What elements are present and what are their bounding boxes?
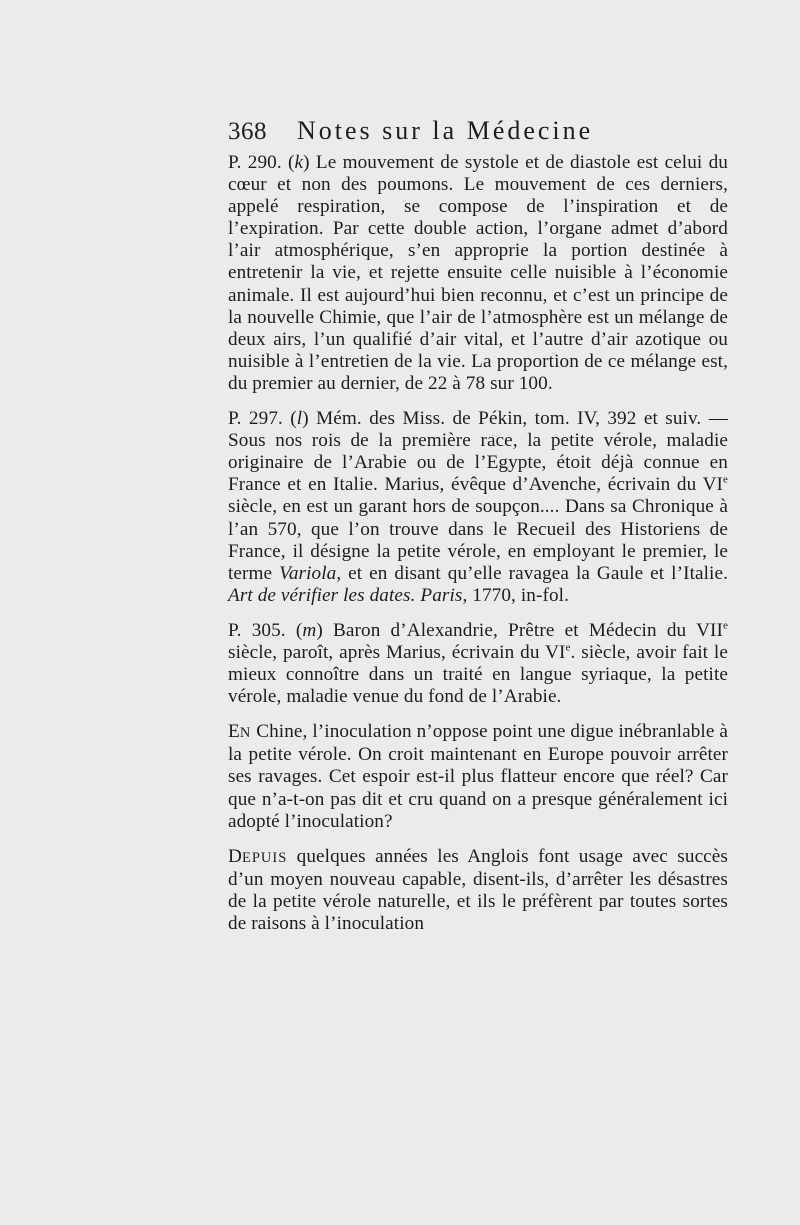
paragraph-depuis [228, 846, 728, 935]
paragraph-text: Chine, l’inoculation n’oppose point une digue inébranlable à la petite vérole. On croit maintenant en Europe pouvoir arrêter ses ravages. Cet espoir est-il plus flatteur encore que réel? Car que n’a-t-on pas dit et cru quand on a presque généralement ici adopté l’inoculation? [228, 721, 728, 832]
note-paragraph-k [228, 152, 728, 395]
citation-title: Art de vérifier les dates. Paris [228, 584, 463, 606]
lead-word-initial: E [228, 721, 240, 743]
note-text: ) Le mouvement de systole et de diastole est celui du cœur et non des poumons. Le mouvement de ces derniers, appelé respiration, se compose de l’inspiration et de l’expiration. Par cette double action, l’organe admet d’abord l’air atmosphérique, s’en approprie la portion destinée à entretenir la vie, et rejette ensuite celle nuisible à l’économie animale. Il est aujourd’hui bien reconnu, et c’est un principe de la nouvelle Chimie, que l’air de l’atmosphère est un mélange de deux airs, l’un qualifié d’air vital, et l’autre d’air azotique ou nuisible à l’entretien de la vie. La proportion de ce mélange est, du premier au dernier, de 22 à 78 sur 100. [228, 152, 728, 394]
note-reference: P. 305. ( [228, 619, 303, 641]
note-letter: l [296, 408, 303, 430]
page-text-block [228, 116, 728, 935]
superscript: e [565, 641, 571, 654]
note-letter: k [294, 152, 304, 173]
note-reference: P. 290. ( [228, 152, 295, 173]
note-text: ) Baron d’Alexandrie, Prêtre et Médecin du VII [316, 619, 724, 641]
note-paragraph-l [228, 408, 728, 607]
latin-term: Variola [279, 562, 337, 584]
note-letter: m [302, 619, 317, 641]
lead-word-initial: D [228, 845, 242, 867]
note-text: , 1770, in-fol. [462, 584, 569, 606]
running-title: Notes sur la Médecine [297, 116, 594, 145]
lead-word-rest: EPUIS [241, 849, 288, 866]
note-text: siècle, paroît, après Marius, écrivain du VI [228, 641, 566, 663]
page-number: 368 [228, 118, 267, 145]
superscript: e [723, 619, 728, 632]
superscript: e [723, 473, 728, 486]
note-text: ) Mém. des Miss. de Pékin, tom. IV, 392 et suiv. — Sous nos rois de la première race, la petite vérole, maladie originaire de l’Arabie ou de l’Egypte, étoit déjà connue en France et en Italie. Marius, évêque d’Avenche, écrivain du VI [228, 408, 728, 496]
note-paragraph-m [228, 620, 728, 708]
lead-word-rest: N [239, 725, 252, 742]
note-text: siècle, en est un garant hors de soupçon.... Dans sa Chronique à l’an 570, que l’on trouve dans le Recueil des Historiens de France, il désigne la petite vérole, en employant le premier, le terme [228, 496, 728, 584]
note-text: , et en disant qu’elle ravagea la Gaule et l’Italie. [336, 562, 728, 584]
note-reference: P. 297. ( [228, 408, 297, 430]
page-header [228, 116, 728, 152]
paragraph-en-chine [228, 721, 728, 832]
note-text: . siècle, avoir fait le mieux connoître dans un traité en langue syriaque, la petite vérole, maladie venue du fond de l’Arabie. [228, 641, 728, 708]
paragraph-text: quelques années les Anglois font usage avec succès d’un moyen nouveau capable, disent-ils, d’arrêter les désastres de la petite vérole naturelle, et ils le préfèrent par toutes sortes de raisons à l’inoculation [228, 845, 728, 934]
